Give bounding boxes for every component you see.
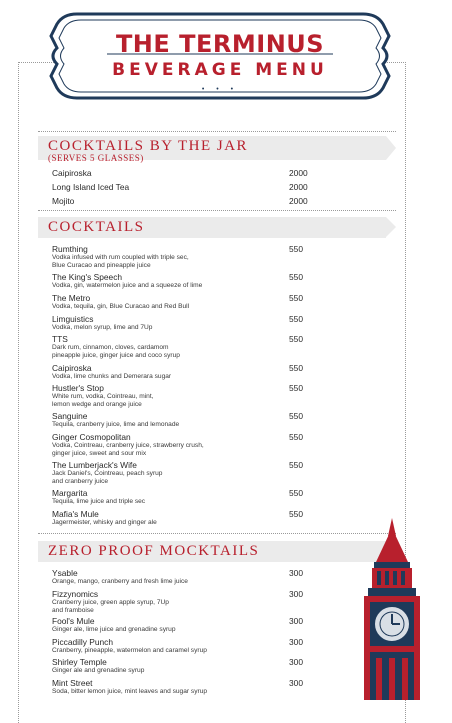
menu-item bbox=[52, 488, 352, 506]
item-name: Rumthing bbox=[52, 244, 88, 254]
item-description: Ginger ale, lime juice and grenadine syrup bbox=[52, 626, 176, 633]
item-name: Long Island Iced Tea bbox=[52, 182, 130, 192]
item-description: White rum, vodka, Cointreau, mint, bbox=[52, 393, 154, 400]
section-divider bbox=[38, 131, 396, 132]
menu-header-banner bbox=[47, 8, 393, 102]
menu-item bbox=[52, 411, 352, 429]
item-price: 300 bbox=[289, 568, 303, 578]
item-name: Margarita bbox=[52, 488, 88, 498]
item-price: 550 bbox=[289, 293, 303, 303]
menu-item bbox=[52, 460, 352, 486]
menu-item bbox=[52, 363, 352, 381]
item-description: lemon wedge and orange juice bbox=[52, 401, 142, 408]
menu-item bbox=[52, 432, 352, 458]
item-description: Blue Curacao and pineapple juice bbox=[52, 262, 151, 269]
item-price: 550 bbox=[289, 244, 303, 254]
item-name: Ginger Cosmopolitan bbox=[52, 432, 131, 442]
menu-item bbox=[52, 244, 352, 270]
section-divider bbox=[38, 210, 396, 211]
section-subtitle: (SERVES 5 GLASSES) bbox=[48, 153, 144, 163]
section-divider bbox=[38, 533, 396, 534]
item-name: Piccadilly Punch bbox=[52, 637, 113, 647]
item-name: The King's Speech bbox=[52, 272, 123, 282]
menu-item bbox=[52, 678, 352, 696]
item-price: 300 bbox=[289, 637, 303, 647]
menu-item bbox=[52, 293, 352, 311]
section-header-cocktails bbox=[38, 217, 386, 238]
item-description: Jack Daniel's, Cointreau, peach syrup bbox=[52, 470, 163, 477]
item-name: Limguistics bbox=[52, 314, 94, 324]
item-description: Vodka, lime chunks and Demerara sugar bbox=[52, 373, 172, 380]
menu-item bbox=[52, 272, 352, 290]
item-name: Caipiroska bbox=[52, 363, 92, 373]
menu-item bbox=[52, 657, 352, 675]
item-name: Mojito bbox=[52, 196, 75, 206]
item-description: Vodka, tequila, gin, Blue Curacao and Red Bull bbox=[52, 303, 190, 310]
item-name: The Metro bbox=[52, 293, 91, 303]
item-price: 550 bbox=[289, 363, 303, 373]
item-price: 300 bbox=[289, 589, 303, 599]
menu-item bbox=[52, 509, 352, 527]
item-price: 2000 bbox=[289, 182, 308, 192]
item-description: Orange, mango, cranberry and fresh lime juice bbox=[52, 578, 188, 585]
item-description: Jagermeister, whisky and ginger ale bbox=[52, 519, 157, 526]
item-description: ginger juice, sweet and sour mix bbox=[52, 450, 147, 457]
item-description: Ginger ale and grenadine syrup bbox=[52, 667, 145, 674]
item-name: Mafia's Mule bbox=[52, 509, 99, 519]
item-name: Ysable bbox=[52, 568, 78, 578]
item-name: Mint Street bbox=[52, 678, 93, 688]
menu-item bbox=[52, 589, 352, 615]
item-name: TTS bbox=[52, 334, 68, 344]
section-ribbon bbox=[38, 217, 386, 238]
section-title: COCKTAILS bbox=[48, 219, 145, 235]
item-name: Caipiroska bbox=[52, 168, 92, 178]
item-name: Sanguine bbox=[52, 411, 88, 421]
item-name: Fizzynomics bbox=[52, 589, 99, 599]
section-header-mocktails bbox=[38, 541, 386, 562]
item-description: Soda, bitter lemon juice, mint leaves and sugar syrup bbox=[52, 688, 208, 695]
item-price: 550 bbox=[289, 314, 303, 324]
item-name: The Lumberjack's Wife bbox=[52, 460, 137, 470]
item-price: 550 bbox=[289, 432, 303, 442]
item-price: 550 bbox=[289, 383, 303, 393]
item-description: Tequila, cranberry juice, lime and lemonade bbox=[52, 421, 180, 428]
brand-title: THE TERMINUS bbox=[115, 30, 325, 58]
item-price: 2000 bbox=[289, 196, 308, 206]
section-title: ZERO PROOF MOCKTAILS bbox=[48, 543, 260, 559]
item-description: Vodka, Cointreau, cranberry juice, strawberry crush, bbox=[52, 442, 204, 449]
item-description: Cranberry juice, green apple syrup, 7Up bbox=[52, 599, 169, 606]
menu-item bbox=[52, 616, 352, 634]
section-ribbon bbox=[38, 136, 386, 163]
item-description: Tequila, lime juice and triple sec bbox=[52, 498, 146, 505]
menu-item bbox=[52, 383, 352, 409]
item-price: 550 bbox=[289, 272, 303, 282]
item-description: Vodka, gin, watermelon juice and a squeeze of lime bbox=[52, 282, 203, 289]
item-description: Vodka, melon syrup, lime and 7Up bbox=[52, 324, 153, 331]
brand-subtitle: BEVERAGE MENU bbox=[112, 60, 328, 80]
item-description: Cranberry, pineapple, watermelon and caramel syrup bbox=[52, 647, 207, 654]
item-description: and cranberry juice bbox=[52, 478, 109, 485]
menu-item bbox=[52, 568, 352, 586]
section-title: COCKTAILS BY THE JAR bbox=[48, 138, 249, 154]
item-description: Vodka infused with rum coupled with triple sec, bbox=[52, 254, 189, 261]
item-description: pineapple juice, ginger juice and coco syrup bbox=[52, 352, 180, 359]
item-name: Hustler's Stop bbox=[52, 383, 104, 393]
item-name: Fool's Mule bbox=[52, 616, 95, 626]
item-price: 550 bbox=[289, 509, 303, 519]
clock-tower-icon bbox=[350, 518, 434, 700]
menu-item bbox=[52, 334, 352, 360]
item-price: 550 bbox=[289, 460, 303, 470]
item-price: 300 bbox=[289, 678, 303, 688]
section-ribbon bbox=[38, 541, 386, 562]
item-price: 2000 bbox=[289, 168, 308, 178]
item-price: 550 bbox=[289, 334, 303, 344]
item-description: Dark rum, cinnamon, cloves, cardamom bbox=[52, 344, 169, 351]
menu-item bbox=[52, 314, 352, 332]
section-header-jar bbox=[38, 136, 386, 163]
item-price: 300 bbox=[289, 657, 303, 667]
item-price: 550 bbox=[289, 488, 303, 498]
item-name: Shirley Temple bbox=[52, 657, 107, 667]
item-price: 550 bbox=[289, 411, 303, 421]
menu-item bbox=[52, 637, 352, 655]
item-description: and framboise bbox=[52, 607, 94, 614]
item-price: 300 bbox=[289, 616, 303, 626]
banner-dots: • • • bbox=[201, 86, 239, 93]
